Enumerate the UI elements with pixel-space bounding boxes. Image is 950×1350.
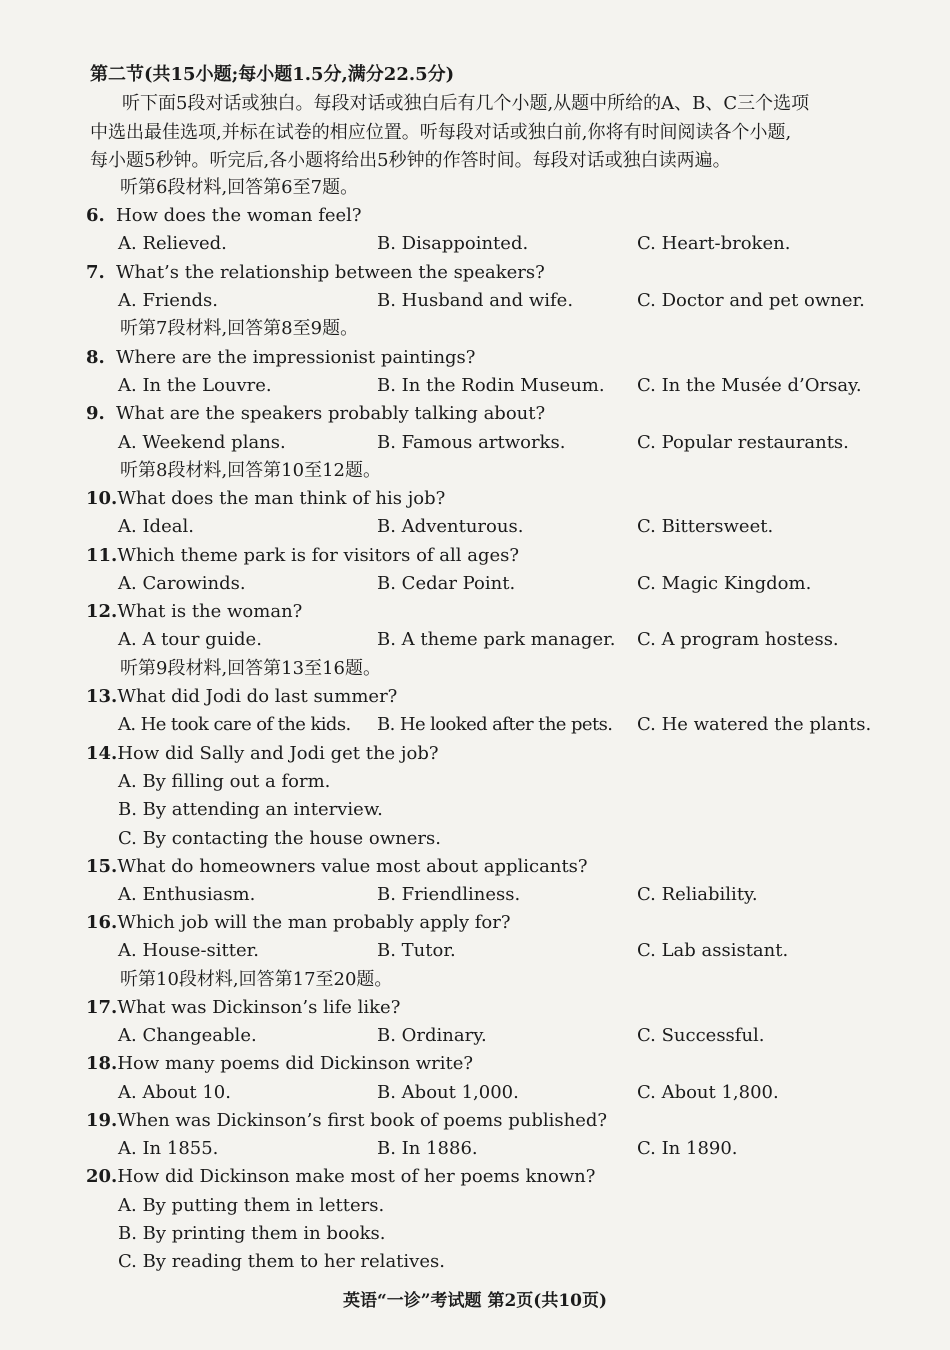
question-number: 16. bbox=[86, 912, 118, 933]
option-c: C. By contacting the house owners. bbox=[118, 828, 441, 849]
option-b: B. Friendliness. bbox=[377, 884, 521, 905]
option-b: B. Adventurous. bbox=[377, 516, 524, 537]
option-a: A. House-sitter. bbox=[118, 940, 260, 961]
option-b: B. He looked after the pets. bbox=[377, 714, 613, 735]
question-17 bbox=[86, 996, 400, 1020]
option-b: B. A theme park manager. bbox=[377, 629, 616, 650]
option-a: A. By putting them in letters. bbox=[118, 1195, 385, 1216]
section-title: 第二节(共15小题;每小题1.5分,满分22.5分) bbox=[90, 64, 455, 85]
question-text: What was Dickinson’s life like? bbox=[117, 997, 401, 1018]
option-a: A. About 10. bbox=[118, 1082, 231, 1103]
option-c: C. He watered the plants. bbox=[637, 714, 872, 735]
option-a: A. Changeable. bbox=[118, 1025, 257, 1046]
question-text: How does the woman feel? bbox=[116, 205, 362, 226]
option-a: A. Friends. bbox=[118, 290, 219, 311]
option-c: C. In the Musée d’Orsay. bbox=[637, 375, 862, 396]
option-a: A. Weekend plans. bbox=[118, 432, 286, 453]
option-b: B. In the Rodin Museum. bbox=[377, 375, 605, 396]
question-number: 12. bbox=[86, 601, 118, 622]
question-6 bbox=[86, 204, 362, 228]
question-number: 18. bbox=[86, 1053, 118, 1074]
question-12 bbox=[86, 600, 302, 624]
option-c: C. Successful. bbox=[637, 1025, 765, 1046]
question-number: 17. bbox=[86, 997, 118, 1018]
question-number: 11. bbox=[86, 545, 118, 566]
question-number: 9. bbox=[86, 403, 105, 424]
option-b: B. Husband and wife. bbox=[377, 290, 574, 311]
question-text: Which theme park is for visitors of all ages? bbox=[117, 545, 520, 566]
question-14 bbox=[86, 742, 439, 766]
option-b: B. Disappointed. bbox=[377, 233, 529, 254]
question-number: 20. bbox=[86, 1166, 118, 1187]
question-number: 7. bbox=[86, 262, 105, 283]
option-b: B. By printing them in books. bbox=[118, 1223, 386, 1244]
option-c: C. Popular restaurants. bbox=[637, 432, 849, 453]
option-a: A. Relieved. bbox=[118, 233, 227, 254]
question-15 bbox=[86, 855, 588, 879]
question-9 bbox=[86, 402, 545, 426]
option-b: B. Cedar Point. bbox=[377, 573, 516, 594]
option-c: C. Bittersweet. bbox=[637, 516, 774, 537]
option-b: B. Ordinary. bbox=[377, 1025, 487, 1046]
material-heading-7: 听第7段材料,回答第8至9题。 bbox=[120, 318, 359, 339]
question-text: Which job will the man probably apply for? bbox=[117, 912, 511, 933]
question-13 bbox=[86, 685, 397, 709]
option-a: A. Ideal. bbox=[118, 516, 194, 537]
question-text: How did Sally and Jodi get the job? bbox=[117, 743, 439, 764]
option-a: A. He took care of the kids. bbox=[118, 714, 351, 735]
question-text: How many poems did Dickinson write? bbox=[117, 1053, 474, 1074]
option-a: A. By filling out a form. bbox=[118, 771, 331, 792]
option-c: C. Lab assistant. bbox=[637, 940, 789, 961]
material-heading-10: 听第10段材料,回答第17至20题。 bbox=[120, 969, 393, 990]
option-c: C. In 1890. bbox=[637, 1138, 738, 1159]
option-c: C. Reliability. bbox=[637, 884, 758, 905]
option-c: C. By reading them to her relatives. bbox=[118, 1251, 445, 1272]
option-b: B. Tutor. bbox=[377, 940, 456, 961]
question-20 bbox=[86, 1165, 595, 1189]
question-text: What are the speakers probably talking about? bbox=[116, 403, 546, 424]
question-10 bbox=[86, 487, 445, 511]
question-text: Where are the impressionist paintings? bbox=[116, 347, 476, 368]
question-19 bbox=[86, 1109, 607, 1133]
question-text: When was Dickinson’s first book of poems published? bbox=[117, 1110, 608, 1131]
question-number: 10. bbox=[86, 488, 118, 509]
question-number: 6. bbox=[86, 205, 105, 226]
question-number: 13. bbox=[86, 686, 118, 707]
question-number: 15. bbox=[86, 856, 118, 877]
option-c: C. Heart-broken. bbox=[637, 233, 791, 254]
instructions-line-3: 每小题5秒钟。听完后,各小题将给出5秒钟的作答时间。每段对话或独白读两遍。 bbox=[90, 150, 731, 171]
question-text: What did Jodi do last summer? bbox=[117, 686, 398, 707]
question-number: 14. bbox=[86, 743, 118, 764]
instructions-line-1: 听下面5段对话或独白。每段对话或独白后有几个小题,从题中所给的A、B、C三个选项 bbox=[122, 93, 810, 114]
option-a: A. In 1855. bbox=[118, 1138, 219, 1159]
option-c: C. About 1,800. bbox=[637, 1082, 779, 1103]
option-c: C. Magic Kingdom. bbox=[637, 573, 812, 594]
option-c: C. Doctor and pet owner. bbox=[637, 290, 865, 311]
question-number: 8. bbox=[86, 347, 105, 368]
option-a: A. Enthusiasm. bbox=[118, 884, 256, 905]
question-18 bbox=[86, 1052, 473, 1076]
question-number: 19. bbox=[86, 1110, 118, 1131]
question-text: What do homeowners value most about applicants? bbox=[117, 856, 588, 877]
option-a: A. Carowinds. bbox=[118, 573, 246, 594]
question-11 bbox=[86, 544, 519, 568]
option-b: B. About 1,000. bbox=[377, 1082, 519, 1103]
material-heading-9: 听第9段材料,回答第13至16题。 bbox=[120, 658, 381, 679]
question-text: What is the woman? bbox=[117, 601, 303, 622]
option-b: B. In 1886. bbox=[377, 1138, 478, 1159]
question-16 bbox=[86, 911, 511, 935]
question-text: How did Dickinson make most of her poems known? bbox=[117, 1166, 596, 1187]
material-heading-6: 听第6段材料,回答第6至7题。 bbox=[120, 177, 359, 198]
question-text: What does the man think of his job? bbox=[117, 488, 446, 509]
option-c: C. A program hostess. bbox=[637, 629, 839, 650]
option-b: B. Famous artworks. bbox=[377, 432, 566, 453]
option-b: B. By attending an interview. bbox=[118, 799, 383, 820]
page-footer: 英语“一诊”考试题 第2页(共10页) bbox=[342, 1291, 608, 1311]
option-a: A. A tour guide. bbox=[118, 629, 262, 650]
option-a: A. In the Louvre. bbox=[118, 375, 272, 396]
material-heading-8: 听第8段材料,回答第10至12题。 bbox=[120, 460, 381, 481]
question-text: What’s the relationship between the speakers? bbox=[116, 262, 545, 283]
instructions-line-2: 中选出最佳选项,并标在试卷的相应位置。听每段对话或独白前,你将有时间阅读各个小题, bbox=[90, 122, 792, 143]
question-7 bbox=[86, 261, 545, 285]
question-8 bbox=[86, 346, 475, 370]
